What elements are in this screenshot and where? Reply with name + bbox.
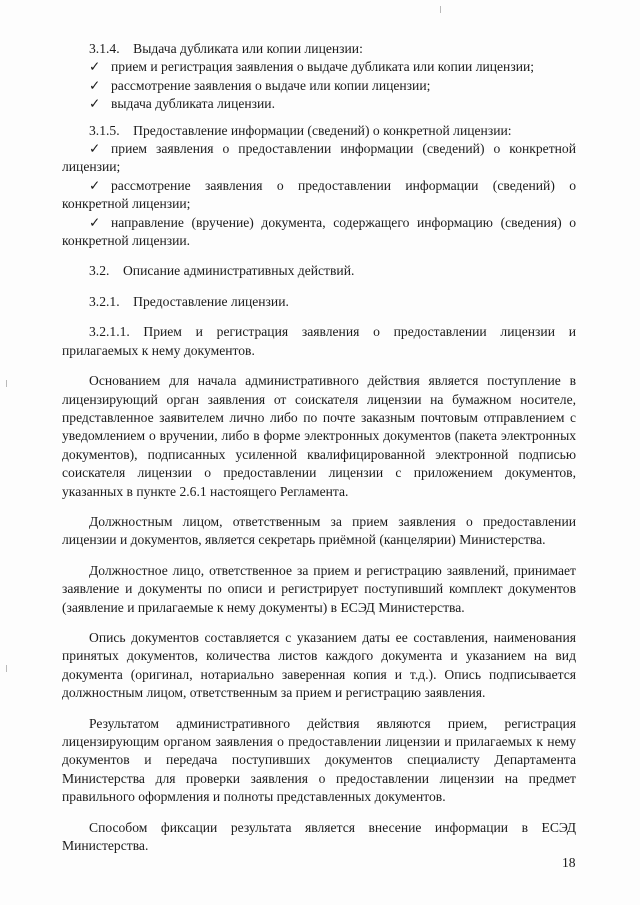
scan-speck [6, 665, 7, 672]
checkmark-icon: ✓ [89, 177, 101, 193]
section-3-2-heading: 3.2. Описание административных действий. [89, 263, 355, 279]
checkmark-icon: ✓ [89, 141, 101, 157]
bullet-text: направление (вручение) документа, содержащего информацию (сведения) о конкретной лицензии. [62, 214, 576, 249]
section-3-2-1-1-heading: 3.2.1.1. Прием и регистрация заявления о предоставлении лицензии и прилагаемых к нему документов. [62, 324, 576, 358]
checkmark-icon: ✓ [89, 96, 101, 112]
bullet-item [62, 95, 576, 113]
checkmark-icon: ✓ [89, 77, 101, 93]
paragraph: Основанием для начала административного действия является поступление в лицензирующий орган заявления от соискателя лицензии на бумажном носителе, представленное заявителем лично либо по почте заказным почтовым отправлением с уведомлением о вручении, либо в форме электронных документов (пакета электронных документов), подписанных усиленной квалифицированной электронной подписью соискателя лицензии о предоставлении лицензии с приложением документов, указанных в пункте 2.6.1 настоящего Регламента. [62, 373, 576, 499]
paragraph: Опись документов составляется с указанием даты ее составления, наименования принятых документов, количества листов каждого документа и указанием на вид документа (оригинал, нотариально заверенная копия и т.д.). Опись подписывается должностным лицом, ответственным за прием и регистрацию заявления. [62, 629, 576, 701]
bullet-text: рассмотрение заявления о предоставлении информации (сведений) о конкретной лицензии; [62, 177, 576, 212]
bullet-item [62, 177, 576, 214]
section-3-1-5-heading: 3.1.5. Предоставление информации (сведений) о конкретной лицензии: [89, 122, 512, 138]
bullet-text: рассмотрение заявления о выдаче или копии лицензии; [111, 77, 431, 93]
document-body [62, 40, 576, 855]
checkmark-icon: ✓ [89, 214, 101, 230]
bullet-text: выдача дубликата лицензии. [111, 96, 275, 112]
bullet-text: прием заявления о предоставлении информации (сведений) о конкретной лицензии; [62, 141, 576, 175]
checkmark-icon: ✓ [89, 59, 101, 75]
bullet-item [62, 214, 576, 251]
bullet-item [62, 77, 576, 95]
paragraph: Результатом административного действия являются прием, регистрация лицензирующим органом заявления о предоставлении лицензии и прилагаемых к нему документов и передача поступивших документов специалисту Департамента Министерства для проверки заявления о предоставлении лицензии на предмет правильного оформления и полноты представленных документов. [62, 715, 576, 805]
bullet-item [62, 58, 576, 76]
paragraph: Способом фиксации результата является внесение информации в ЕСЭД Министерства. [62, 819, 576, 854]
bullet-item [62, 140, 576, 177]
paragraph: Должностное лицо, ответственное за прием и регистрацию заявлений, принимает заявление и документы по описи и регистрирует поступивший комплект документов (заявление и прилагаемые к нему документы) в ЕСЭД Министерства. [62, 562, 576, 615]
scan-speck [440, 6, 441, 13]
paragraph: Должностным лицом, ответственным за прием заявления о предоставлении лицензии и документов, является секретарь приёмной (канцелярии) Министерства. [62, 513, 576, 548]
scan-speck [6, 380, 7, 387]
page-number: 18 [562, 855, 576, 870]
bullet-text: прием и регистрация заявления о выдаче дубликата или копии лицензии; [111, 59, 535, 75]
section-3-1-4-heading: 3.1.4. Выдача дубликата или копии лицензии: [89, 41, 363, 56]
section-3-2-1-heading: 3.2.1. Предоставление лицензии. [89, 293, 289, 309]
